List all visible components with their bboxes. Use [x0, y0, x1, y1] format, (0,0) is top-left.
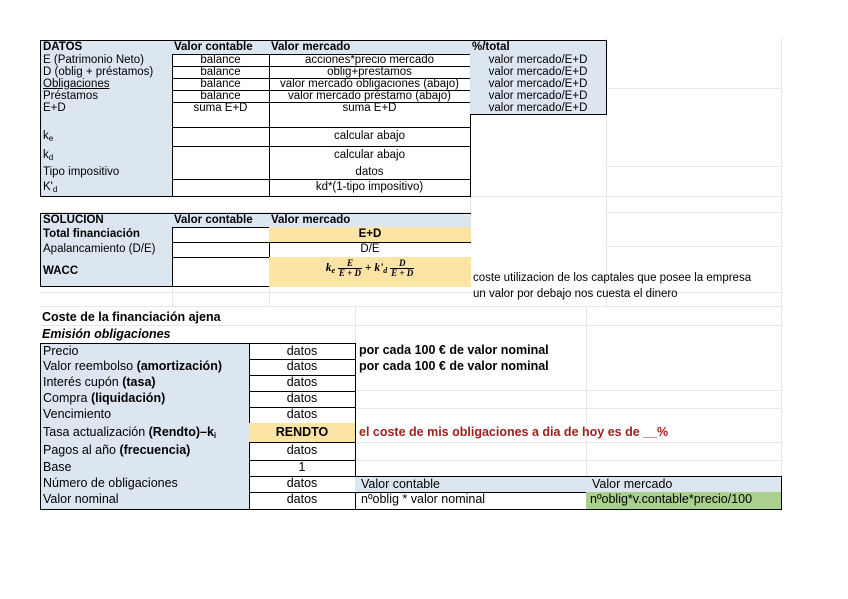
rendto-value: RENDTO — [249, 423, 356, 443]
row-total: valor mercado/E+D — [470, 90, 607, 103]
row-contable: balance — [172, 90, 270, 103]
coste-title: Coste de la financiación ajena — [42, 310, 221, 324]
ke-contable — [172, 127, 270, 147]
interes-cupon-value: datos — [249, 375, 356, 392]
valor-contable-col-header: Valor contable — [355, 476, 587, 493]
wacc-note-2: un valor por debajo nos cuesta el dinero — [473, 288, 678, 300]
numero-value: datos — [249, 476, 356, 493]
compra-value: datos — [249, 391, 356, 408]
row-label: D (oblig + préstamos) — [40, 66, 173, 79]
row-total: valor mercado/E+D — [470, 66, 607, 79]
tipo-contable — [172, 164, 270, 180]
total-header: %/total — [470, 40, 607, 55]
row-mercado: acciones*precio mercado — [269, 54, 471, 67]
ke-mercado: calcular abajo — [269, 127, 471, 147]
apal-mercado: D/E — [360, 243, 380, 255]
precio-note: por cada 100 € de valor nominal — [359, 343, 549, 357]
row-contable: balance — [172, 66, 270, 79]
numero-obligaciones-label: Número de obligaciones — [40, 476, 250, 493]
valor-nominal-value: datos — [249, 492, 356, 510]
kd-contable — [172, 146, 270, 164]
row-mercado: valor mercado obligaciones (abajo) — [269, 78, 471, 91]
kpd-mercado: kd*(1-tipo impositivo) — [269, 179, 471, 197]
valor-reembolso-label: Valor reembolso (amortización) — [40, 359, 250, 376]
total-financiacion-label: Total financiación — [40, 227, 173, 243]
kd-label: $k_d$ — [40, 146, 173, 164]
row-total: valor mercado/E+D — [470, 78, 607, 91]
row-contable: balance — [172, 54, 270, 67]
pagos-value: datos — [249, 442, 356, 461]
row-total: valor mercado/E+D — [470, 54, 607, 67]
valor-nominal-mercado: nºoblig*v.contable*precio/100 — [586, 492, 782, 510]
tasa-actualizacion-label: Tasa actualización $(Rendto)-k_i$ — [40, 423, 250, 443]
valor-nominal-label: Valor nominal — [40, 492, 250, 510]
apalancamiento-label: Apalancamiento (D/E) — [40, 242, 173, 258]
row-total: valor mercado/E+D — [470, 102, 607, 115]
row-label: E+D — [40, 102, 173, 128]
total-contable — [172, 227, 270, 243]
apal-contable — [172, 242, 270, 258]
precio-label: Precio — [40, 343, 250, 360]
kpd-label: $K'_d$ — [40, 179, 173, 197]
row-label: E (Patrimonio Neto) — [40, 54, 173, 67]
compra-label: Compra (liquidación) — [40, 391, 250, 408]
total-mercado: E+D — [269, 227, 471, 243]
base-label: Base — [40, 460, 250, 477]
valor-reembolso-note: por cada 100 € de valor nominal — [359, 359, 549, 373]
solucion-header: SOLUCIÓN — [40, 213, 173, 228]
row-contable: suma E+D — [172, 102, 270, 128]
wacc-note-1: coste utilizacion de los captales que posee la empresa — [473, 272, 752, 284]
valor-contable-header: Valor contable — [172, 40, 270, 55]
tipo-impositivo-label: Tipo impositivo — [40, 164, 173, 180]
row-mercado: suma E+D — [269, 102, 471, 128]
row-label: Préstamos — [40, 90, 173, 103]
row-label: Obligaciones — [40, 78, 173, 91]
valor-mercado-col-header: Valor mercado — [586, 476, 782, 493]
row-mercado: oblig+prestamos — [269, 66, 471, 79]
vencimiento-label: Vencimiento — [40, 407, 250, 424]
base-value: 1 — [249, 460, 356, 477]
row-mercado: valor mercado préstamo (abajo) — [269, 90, 471, 103]
wacc-formula: $k_e$ $\frac{E}{E + D}$ + $k'_d$ $\frac{D}{E + D}$ — [269, 257, 471, 287]
valor-reembolso-value: datos — [249, 359, 356, 376]
coste-subtitle: Emisión obligaciones — [42, 327, 171, 341]
interes-cupon-label: Interés cupón (tasa) — [40, 375, 250, 392]
kpd-contable — [172, 179, 270, 197]
row-contable: balance — [172, 78, 270, 91]
ke-label: $k_e$ — [40, 127, 173, 147]
sol-mercado-header: Valor mercado — [269, 213, 471, 228]
valor-nominal-contable: nºoblig * valor nominal — [355, 492, 587, 510]
valor-mercado-header: Valor mercado — [269, 40, 471, 55]
precio-value: datos — [249, 343, 356, 360]
wacc-contable — [172, 257, 270, 287]
vencimiento-value: datos — [249, 407, 356, 424]
tipo-mercado: datos — [269, 164, 471, 180]
tasa-note: el coste de mis obligaciones a dia de hoy es de __% — [359, 425, 669, 439]
pagos-label: Pagos al año (frecuencia) — [40, 442, 250, 461]
wacc-label: WACC — [40, 257, 173, 287]
sol-contable-header: Valor contable — [172, 213, 270, 228]
kd-mercado: calcular abajo — [269, 146, 471, 164]
datos-header: DATOS — [40, 40, 173, 55]
